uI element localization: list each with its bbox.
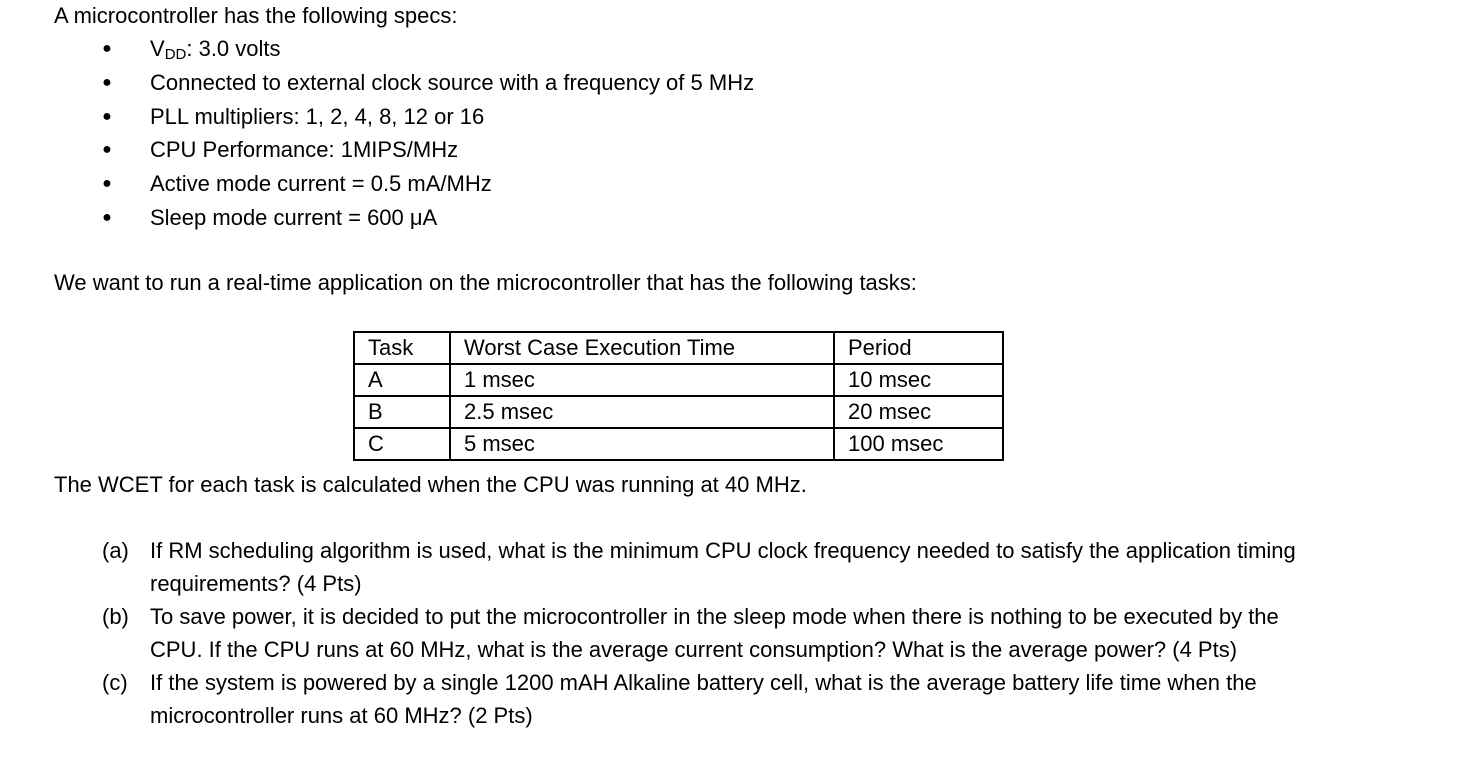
application-intro-text: We want to run a real-time application on the microcontroller that has the following tasks: bbox=[54, 270, 917, 295]
intro-text: A microcontroller has the following specs: bbox=[54, 3, 458, 28]
spec-text: CPU Performance: 1MIPS/MHz bbox=[150, 137, 459, 163]
cell-task: B bbox=[354, 396, 450, 428]
question-a bbox=[0, 534, 1310, 600]
wcet-note: The WCET for each task is calculated when the CPU was running at 40 MHz. bbox=[54, 472, 807, 497]
cell-period: 100 msec bbox=[834, 428, 1003, 460]
bullet-icon: ● bbox=[102, 141, 112, 159]
cell-period: 10 msec bbox=[834, 364, 1003, 396]
bullet-icon: ● bbox=[102, 107, 112, 125]
task-table bbox=[353, 331, 1004, 461]
question-list bbox=[0, 534, 1310, 732]
cell-wcet: 1 msec bbox=[450, 364, 834, 396]
question-label: (c) bbox=[102, 670, 128, 695]
table-row bbox=[354, 364, 1003, 396]
table-row bbox=[354, 396, 1003, 428]
question-text: To save power, it is decided to put the microcontroller in the sleep mode when there is nothing to be executed by the CPU. If the CPU runs at 60 MHz, what is the average current consumption? What is the average power? (4 Pts) bbox=[150, 604, 1279, 662]
question-text: If RM scheduling algorithm is used, what is the minimum CPU clock frequency needed to satisfy the application timing requirements? (4 Pts) bbox=[150, 538, 1296, 596]
cell-wcet: 2.5 msec bbox=[450, 396, 834, 428]
table-header-row bbox=[354, 332, 1003, 364]
spec-subscript: DD bbox=[164, 46, 187, 63]
header-wcet: Worst Case Execution Time bbox=[450, 332, 834, 364]
spec-text: PLL multipliers: 1, 2, 4, 8, 12 or 16 bbox=[150, 103, 485, 129]
cell-task: A bbox=[354, 364, 450, 396]
header-period: Period bbox=[834, 332, 1003, 364]
spec-text: Active mode current = 0.5 mA/MHz bbox=[150, 171, 492, 197]
question-label: (a) bbox=[102, 538, 129, 563]
spec-value: : 3.0 volts bbox=[186, 36, 281, 61]
question-text: If the system is powered by a single 1200 mAH Alkaline battery cell, what is the average battery life time when the microcontroller runs at 60 MHz? (2 Pts) bbox=[150, 670, 1257, 728]
cell-wcet: 5 msec bbox=[450, 428, 834, 460]
spec-text: Connected to external clock source with a frequency of 5 MHz bbox=[150, 69, 755, 95]
bullet-icon: ● bbox=[102, 73, 112, 91]
spec-prefix: V bbox=[150, 36, 165, 61]
bullet-icon: ● bbox=[102, 208, 112, 226]
table-row bbox=[354, 428, 1003, 460]
cell-task: C bbox=[354, 428, 450, 460]
question-c bbox=[0, 666, 1310, 732]
header-task: Task bbox=[354, 332, 450, 364]
question-label: (b) bbox=[102, 604, 129, 629]
bullet-icon: ● bbox=[102, 175, 112, 193]
bullet-icon: ● bbox=[102, 40, 112, 57]
cell-period: 20 msec bbox=[834, 396, 1003, 428]
question-b bbox=[0, 600, 1310, 666]
spec-text: Sleep mode current = 600 μA bbox=[150, 204, 438, 230]
